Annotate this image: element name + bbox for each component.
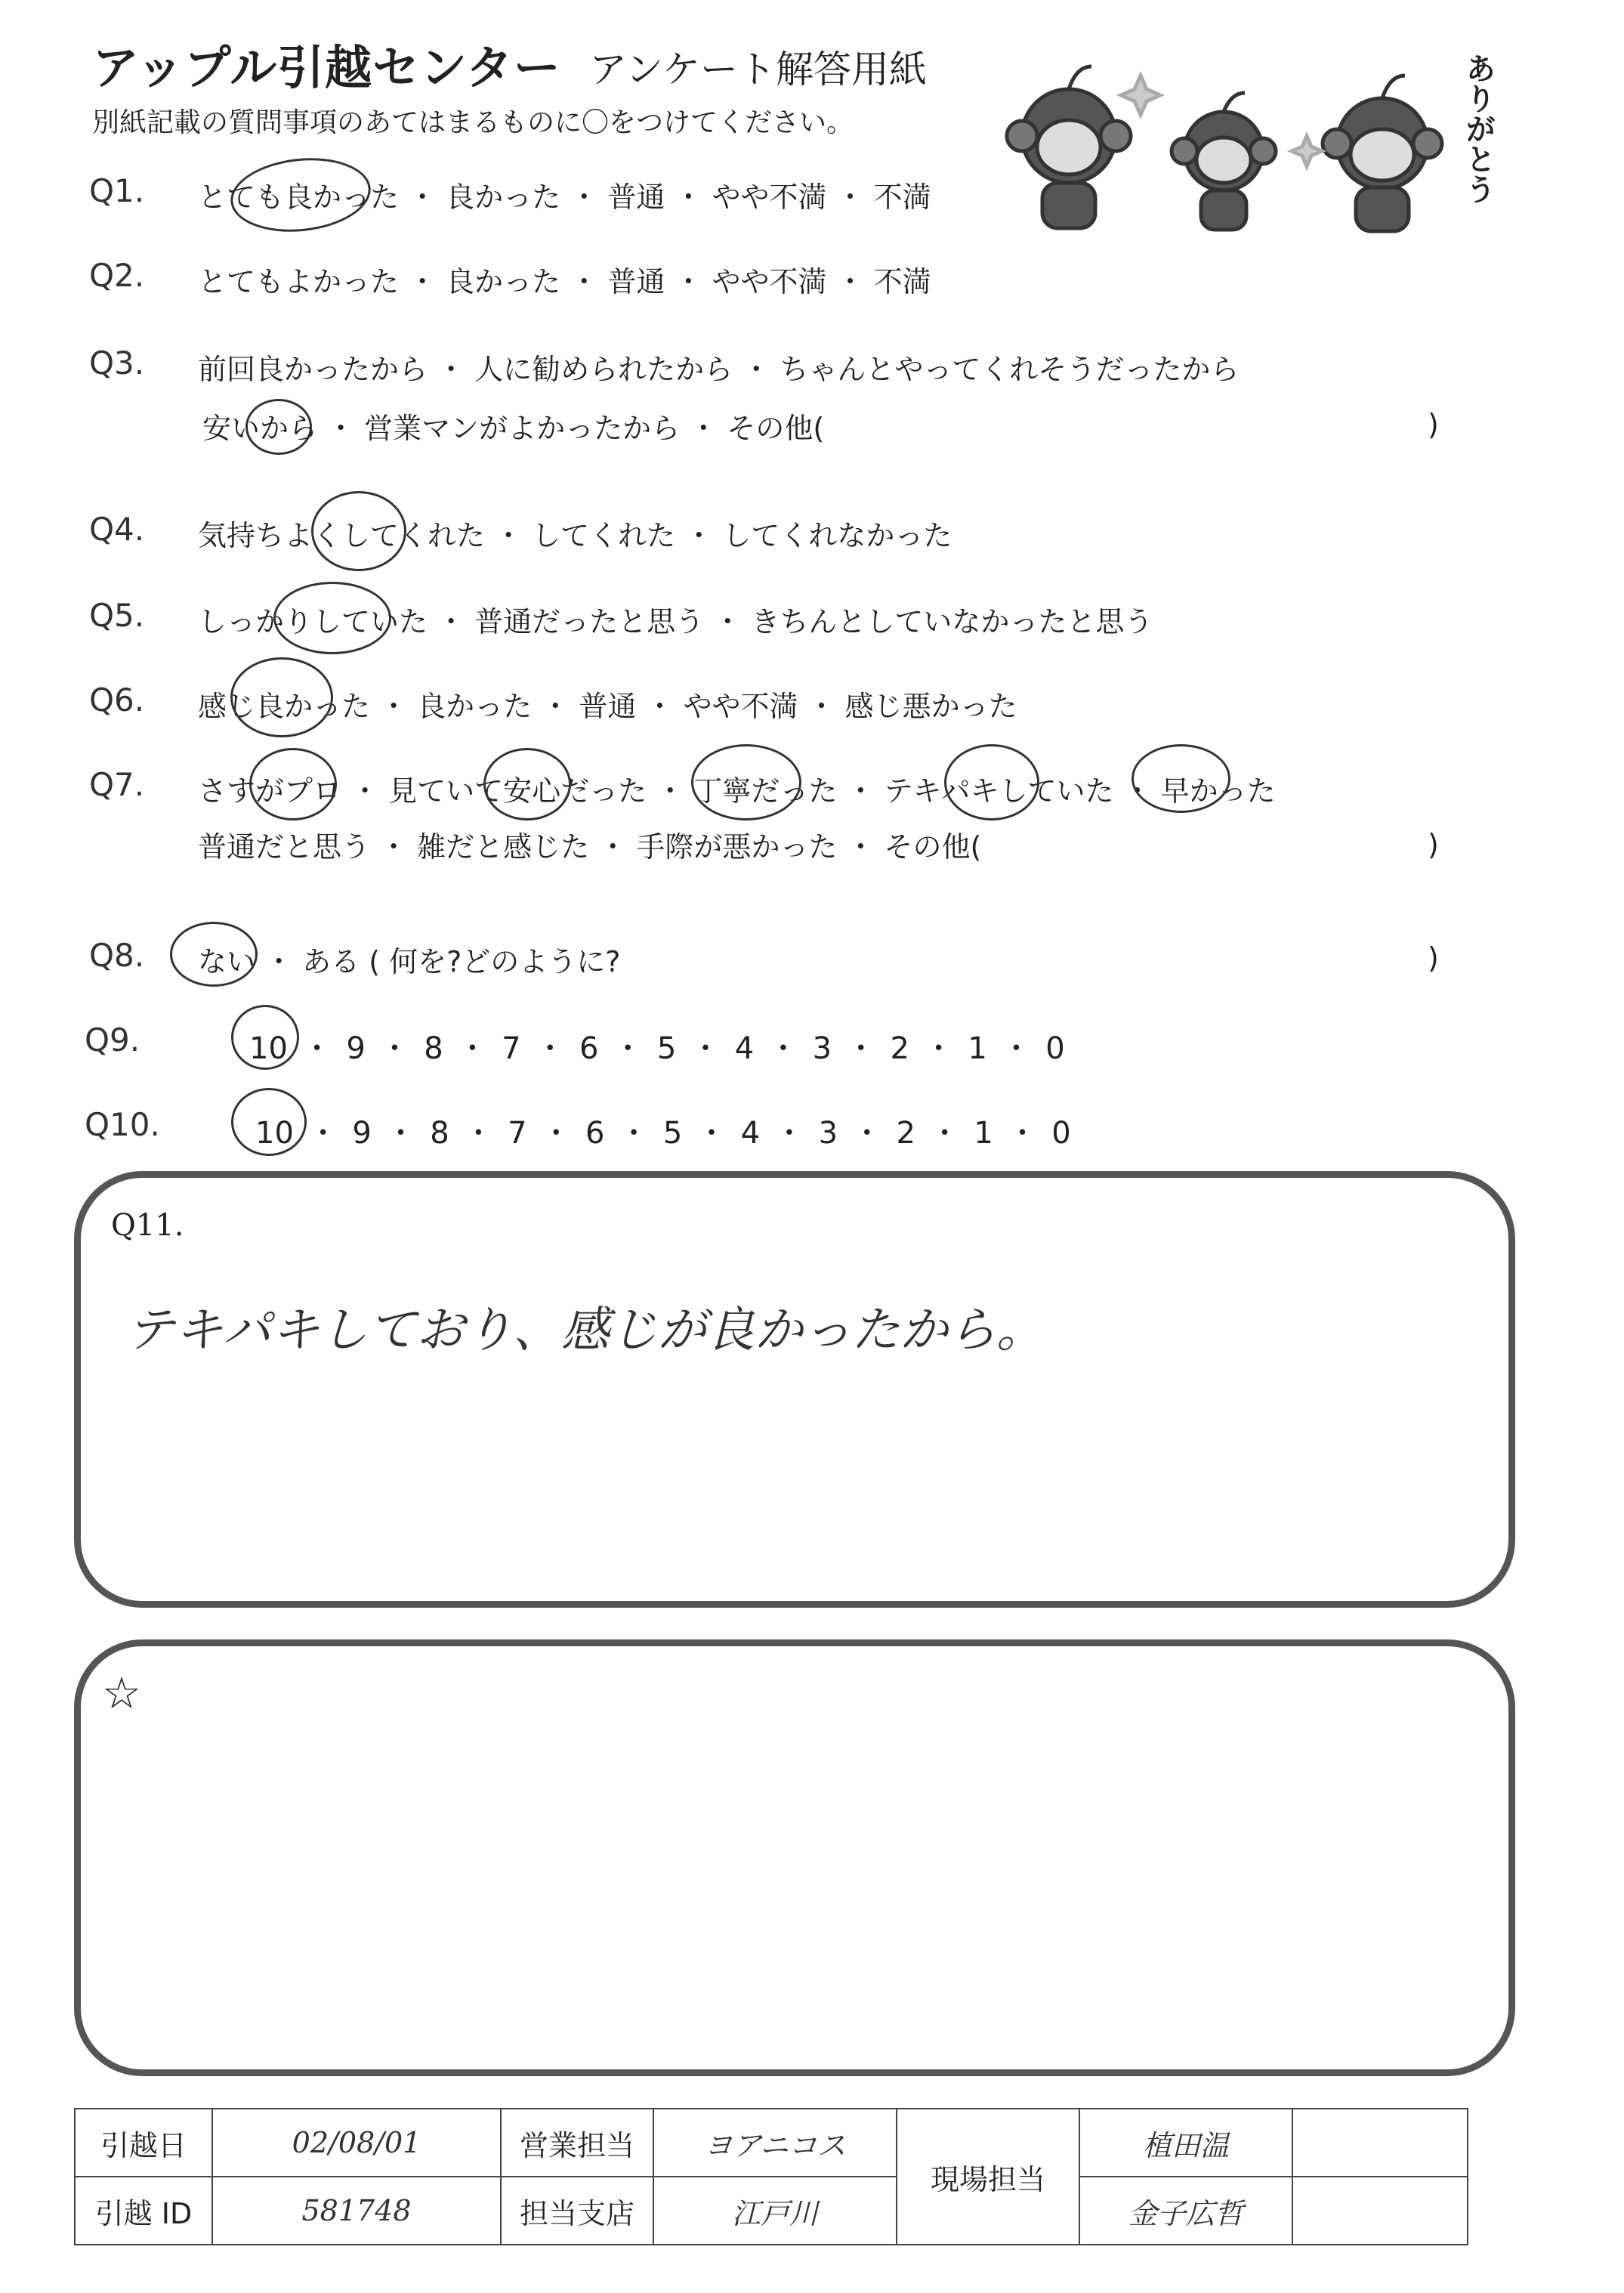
site-label: 現場担当 <box>897 2109 1079 2245</box>
q8-options: ない ・ ある ( 何を?どのように? <box>198 945 621 978</box>
form-subtitle: アンケート解答用紙 <box>589 48 927 91</box>
q4-label: Q4. <box>89 511 145 548</box>
q5-options: しっかりしていた ・ 普通だったと思う ・ きちんとしていなかったと思う <box>198 605 1153 638</box>
q3-selection-circle <box>245 399 312 455</box>
sales-label: 営業担当 <box>501 2109 653 2177</box>
q3-options-line1: 前回良かったから ・ 人に勧められたから ・ ちゃんとやってくれそうだったから <box>198 353 1240 386</box>
q4-selection-circle <box>311 491 406 571</box>
q11-comment-box <box>74 1171 1515 1608</box>
mascot-thanks-text: ありがとう <box>1461 53 1496 204</box>
q7-close-paren: ) <box>1428 828 1439 861</box>
branch-label: 担当支店 <box>501 2177 653 2245</box>
q3-close-paren: ) <box>1428 408 1439 441</box>
q3-options-line2: 安いから ・ 営業マンがよかったから ・ その他( <box>202 412 825 445</box>
q1-selection-circle <box>227 152 374 239</box>
q7-circle-teinei <box>691 744 801 820</box>
q1-label: Q1. <box>89 172 145 209</box>
mascot-illustration <box>990 45 1518 242</box>
q9-scale: 10 ・ 9 ・ 8 ・ 7 ・ 6 ・ 5 ・ 4 ・ 3 ・ 2 ・ 1 ・ 0 <box>249 1031 1065 1066</box>
q8-label: Q8. <box>89 937 145 974</box>
instruction-text: 別紙記載の質問事項のあてはまるものに〇をつけてください。 <box>92 107 854 138</box>
q2-options: とてもよかった ・ 良かった ・ 普通 ・ やや不満 ・ 不満 <box>198 265 931 298</box>
move-date-label: 引越日 <box>75 2109 212 2177</box>
q11-answer: テキパキしており、感じが良かったから。 <box>126 1303 1045 1358</box>
q4-options: 気持ちよくしてくれた ・ してくれた ・ してくれなかった <box>198 519 952 552</box>
q7-circle-tekipaki <box>944 744 1039 820</box>
form-title: アップル引越センター <box>92 40 561 95</box>
footer-blank-2 <box>1292 2177 1468 2245</box>
q5-selection-circle <box>273 582 391 654</box>
star-label: ☆ <box>102 1667 141 1719</box>
q6-selection-circle <box>230 657 333 737</box>
q10-selection-circle <box>231 1088 307 1156</box>
q7-circle-pro <box>249 748 337 820</box>
branch-value: 江戸川 <box>653 2177 897 2245</box>
move-id-label: 引越 ID <box>75 2177 212 2245</box>
q2-label: Q2. <box>89 257 145 294</box>
q7-options-line2: 普通だと思う ・ 雑だと感じた ・ 手際が悪かった ・ その他( <box>198 830 982 864</box>
q8-selection-circle <box>170 922 258 987</box>
q11-label: Q11. <box>111 1208 184 1243</box>
q9-selection-circle <box>231 1005 299 1070</box>
q3-label: Q3. <box>89 345 145 382</box>
q9-label: Q9. <box>85 1021 140 1058</box>
q10-scale: 10 ・ 9 ・ 8 ・ 7 ・ 6 ・ 5 ・ 4 ・ 3 ・ 2 ・ 1 ・ 0 <box>255 1116 1071 1151</box>
site-value-2: 金子広哲 <box>1079 2177 1292 2245</box>
footer-blank-1 <box>1292 2109 1468 2177</box>
q7-options-line1: さすがプロ ・ 見ていて安心だった ・ 丁寧だった ・ テキパキしていた ・ 早かった <box>198 774 1276 808</box>
site-value-1: 植田温 <box>1079 2109 1292 2177</box>
move-date-value: 02/08/01 <box>212 2109 501 2177</box>
sales-value: ヨアニコス <box>653 2109 897 2177</box>
free-comment-box <box>74 1639 1515 2076</box>
q6-options: 感じ良かった ・ 良かった ・ 普通 ・ やや不満 ・ 感じ悪かった <box>198 690 1017 723</box>
q7-circle-anshin <box>483 748 571 820</box>
q7-circle-hayakatta <box>1132 744 1230 813</box>
move-id-value: 581748 <box>212 2177 501 2245</box>
q8-close-paren: ) <box>1428 941 1439 975</box>
q7-label: Q7. <box>89 766 145 803</box>
q10-label: Q10. <box>85 1106 160 1143</box>
q6-label: Q6. <box>89 681 145 718</box>
q5-label: Q5. <box>89 597 145 634</box>
footer-table <box>74 2108 1468 2245</box>
q1-options: とても良かった ・ 良かった ・ 普通 ・ やや不満 ・ 不満 <box>198 181 931 214</box>
